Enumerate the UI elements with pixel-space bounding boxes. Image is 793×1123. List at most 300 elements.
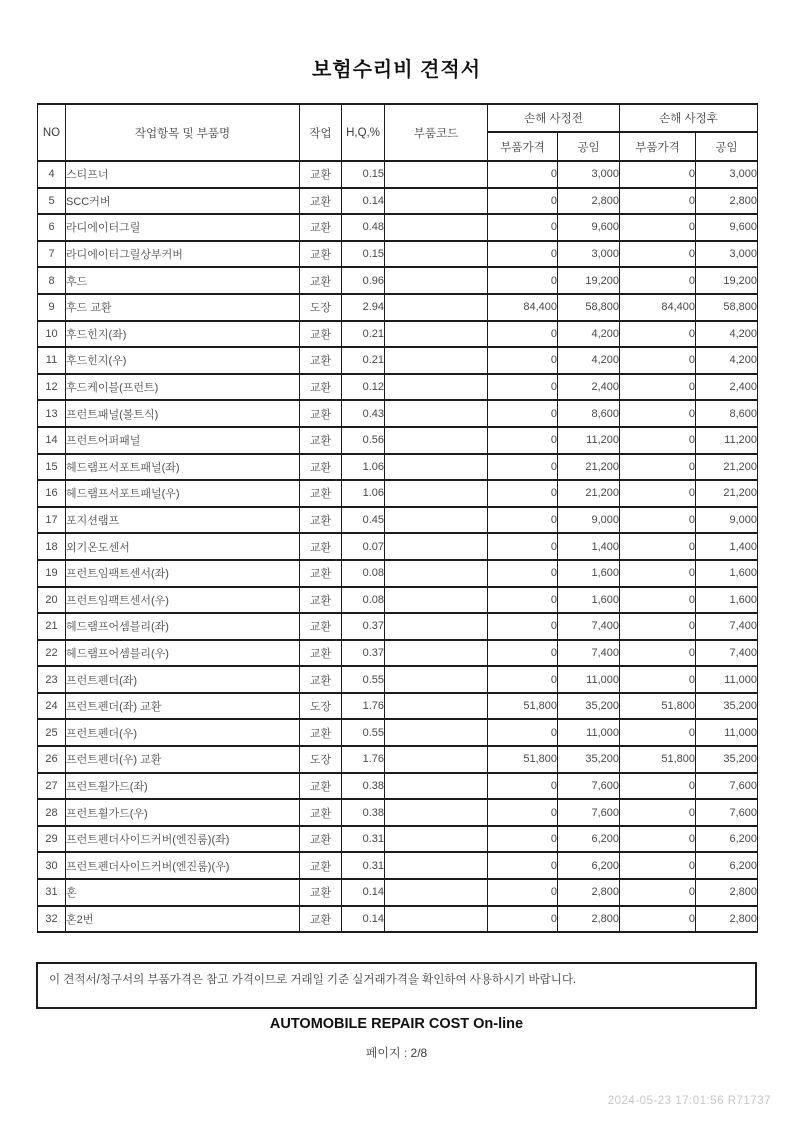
col-header-hq: H,Q,%	[342, 104, 385, 161]
cell-part-code	[385, 241, 488, 268]
cell-part-code	[385, 267, 488, 294]
cell-after-labor: 6,200	[696, 852, 758, 879]
cell-after-labor: 6,200	[696, 826, 758, 853]
cell-after-labor: 58,800	[696, 294, 758, 321]
cell-work: 교환	[300, 799, 342, 826]
cell-before-part-price: 0	[488, 640, 558, 667]
table-row	[38, 214, 758, 241]
col-header-work: 작업	[300, 104, 342, 161]
cell-item: 후드힌지(좌)	[66, 321, 300, 348]
cell-after-part-price: 0	[620, 879, 696, 906]
col-header-before-labor: 공임	[558, 132, 620, 161]
cell-item: 헤드램프어셈블리(좌)	[66, 613, 300, 640]
cell-before-part-price: 0	[488, 773, 558, 800]
table-row	[38, 533, 758, 560]
table-row	[38, 666, 758, 693]
cell-item: 프런트펜더(우)	[66, 719, 300, 746]
cell-no: 12	[38, 374, 66, 401]
cell-hq: 2.94	[342, 294, 385, 321]
cell-after-part-price: 0	[620, 427, 696, 454]
cell-hq: 0.07	[342, 533, 385, 560]
cell-hq: 0.08	[342, 560, 385, 587]
cell-after-part-price: 0	[620, 906, 696, 933]
cell-before-part-price: 0	[488, 879, 558, 906]
cell-after-part-price: 0	[620, 719, 696, 746]
cell-after-part-price: 0	[620, 241, 696, 268]
cell-part-code	[385, 161, 488, 188]
cell-no: 6	[38, 214, 66, 241]
cell-before-part-price: 51,800	[488, 693, 558, 720]
cell-hq: 1.76	[342, 746, 385, 773]
cell-item: 라디에이터그릴상부커버	[66, 241, 300, 268]
cell-no: 20	[38, 587, 66, 614]
cell-no: 26	[38, 746, 66, 773]
cell-before-labor: 35,200	[558, 746, 620, 773]
cell-work: 교환	[300, 161, 342, 188]
cell-item: 외기온도센서	[66, 533, 300, 560]
table-row	[38, 693, 758, 720]
cell-hq: 0.31	[342, 826, 385, 853]
cell-work: 교환	[300, 719, 342, 746]
cell-after-part-price: 0	[620, 533, 696, 560]
cell-before-part-price: 0	[488, 587, 558, 614]
cell-hq: 0.12	[342, 374, 385, 401]
cell-item: 프런트임팩트센서(좌)	[66, 560, 300, 587]
cell-no: 8	[38, 267, 66, 294]
col-header-before-part-price: 부품가격	[488, 132, 558, 161]
cell-no: 19	[38, 560, 66, 587]
cell-part-code	[385, 799, 488, 826]
cell-after-labor: 8,600	[696, 400, 758, 427]
table-row	[38, 374, 758, 401]
cell-before-labor: 35,200	[558, 693, 620, 720]
cell-no: 18	[38, 533, 66, 560]
cell-hq: 0.38	[342, 773, 385, 800]
cell-hq: 0.37	[342, 613, 385, 640]
cell-hq: 0.55	[342, 719, 385, 746]
col-header-after-part-price: 부품가격	[620, 132, 696, 161]
col-header-part-code: 부품코드	[385, 104, 488, 161]
cell-after-labor: 4,200	[696, 321, 758, 348]
cell-after-labor: 35,200	[696, 693, 758, 720]
cell-after-part-price: 0	[620, 400, 696, 427]
cell-part-code	[385, 879, 488, 906]
cell-part-code	[385, 480, 488, 507]
table-row	[38, 746, 758, 773]
cell-before-part-price: 0	[488, 719, 558, 746]
cell-work: 교환	[300, 267, 342, 294]
cell-before-labor: 7,600	[558, 799, 620, 826]
cell-item: SCC커버	[66, 188, 300, 215]
cell-part-code	[385, 773, 488, 800]
cell-work: 교환	[300, 852, 342, 879]
cell-part-code	[385, 719, 488, 746]
cell-after-labor: 3,000	[696, 241, 758, 268]
cell-no: 27	[38, 773, 66, 800]
table-row	[38, 507, 758, 534]
cell-item: 후드	[66, 267, 300, 294]
cell-after-labor: 9,600	[696, 214, 758, 241]
cell-work: 교환	[300, 533, 342, 560]
cell-before-labor: 3,000	[558, 161, 620, 188]
notice-text: 이 견적서/청구서의 부품가격은 참고 가격이므로 거래일 기준 실거래가격을 확인하여 사용하시기 바랍니다.	[49, 974, 577, 986]
cell-before-part-price: 84,400	[488, 294, 558, 321]
cell-part-code	[385, 906, 488, 933]
cell-before-labor: 3,000	[558, 241, 620, 268]
cell-before-labor: 1,600	[558, 560, 620, 587]
cell-after-labor: 11,000	[696, 719, 758, 746]
table-row	[38, 560, 758, 587]
cell-hq: 0.43	[342, 400, 385, 427]
cell-part-code	[385, 826, 488, 853]
cell-part-code	[385, 852, 488, 879]
cell-after-labor: 11,000	[696, 666, 758, 693]
cell-no: 5	[38, 188, 66, 215]
cell-part-code	[385, 666, 488, 693]
cell-part-code	[385, 347, 488, 374]
cell-after-labor: 4,200	[696, 347, 758, 374]
cell-hq: 0.14	[342, 879, 385, 906]
cell-work: 교환	[300, 879, 342, 906]
cell-item: 프런트패널(볼트식)	[66, 400, 300, 427]
cell-part-code	[385, 188, 488, 215]
cell-part-code	[385, 400, 488, 427]
header-row-1	[38, 104, 758, 132]
cell-after-part-price: 0	[620, 826, 696, 853]
table-row	[38, 879, 758, 906]
cell-after-labor: 7,400	[696, 613, 758, 640]
cell-hq: 0.14	[342, 188, 385, 215]
cell-after-part-price: 0	[620, 507, 696, 534]
cell-after-part-price: 0	[620, 267, 696, 294]
cell-after-part-price: 0	[620, 640, 696, 667]
cell-work: 교환	[300, 214, 342, 241]
estimate-table	[37, 103, 758, 933]
cell-work: 교환	[300, 773, 342, 800]
cell-before-labor: 2,800	[558, 906, 620, 933]
table-row	[38, 294, 758, 321]
cell-hq: 0.14	[342, 906, 385, 933]
cell-before-part-price: 0	[488, 906, 558, 933]
cell-before-part-price: 0	[488, 852, 558, 879]
cell-item: 포지션램프	[66, 507, 300, 534]
cell-after-part-price: 0	[620, 188, 696, 215]
cell-work: 교환	[300, 826, 342, 853]
table-row	[38, 852, 758, 879]
cell-after-labor: 21,200	[696, 454, 758, 481]
cell-no: 9	[38, 294, 66, 321]
notice-box	[36, 962, 757, 1009]
cell-work: 교환	[300, 640, 342, 667]
cell-before-part-price: 0	[488, 347, 558, 374]
cell-before-part-price: 0	[488, 454, 558, 481]
table-row	[38, 587, 758, 614]
cell-after-labor: 3,000	[696, 161, 758, 188]
cell-before-part-price: 0	[488, 241, 558, 268]
cell-before-labor: 1,400	[558, 533, 620, 560]
cell-hq: 0.37	[342, 640, 385, 667]
cell-item: 프런트임팩트센서(우)	[66, 587, 300, 614]
cell-no: 4	[38, 161, 66, 188]
cell-before-part-price: 0	[488, 613, 558, 640]
cell-before-labor: 4,200	[558, 321, 620, 348]
cell-item: 프런트펜더사이드커버(엔진룸)(좌)	[66, 826, 300, 853]
cell-after-labor: 2,800	[696, 906, 758, 933]
cell-before-labor: 58,800	[558, 294, 620, 321]
cell-before-part-price: 0	[488, 267, 558, 294]
cell-part-code	[385, 587, 488, 614]
cell-after-part-price: 51,800	[620, 746, 696, 773]
cell-work: 교환	[300, 613, 342, 640]
timestamp-watermark: 2024-05-23 17:01:56 R71737	[607, 1095, 771, 1107]
cell-after-labor: 35,200	[696, 746, 758, 773]
cell-work: 교환	[300, 507, 342, 534]
cell-before-part-price: 0	[488, 799, 558, 826]
cell-item: 프런트펜더(좌) 교환	[66, 693, 300, 720]
cell-hq: 0.38	[342, 799, 385, 826]
cell-no: 17	[38, 507, 66, 534]
table-row	[38, 613, 758, 640]
cell-after-part-price: 0	[620, 587, 696, 614]
col-group-after: 손해 사정후	[620, 104, 758, 132]
cell-item: 헤드램프서포트패널(좌)	[66, 454, 300, 481]
cell-item: 후드힌지(우)	[66, 347, 300, 374]
col-group-before: 손해 사정전	[488, 104, 620, 132]
cell-no: 25	[38, 719, 66, 746]
cell-item: 프런트휠가드(좌)	[66, 773, 300, 800]
cell-before-labor: 9,600	[558, 214, 620, 241]
cell-before-labor: 21,200	[558, 480, 620, 507]
cell-work: 교환	[300, 241, 342, 268]
cell-after-labor: 7,600	[696, 799, 758, 826]
cell-before-labor: 11,200	[558, 427, 620, 454]
cell-before-part-price: 0	[488, 666, 558, 693]
cell-after-part-price: 0	[620, 799, 696, 826]
cell-before-part-price: 0	[488, 826, 558, 853]
cell-after-part-price: 0	[620, 666, 696, 693]
cell-before-labor: 2,800	[558, 879, 620, 906]
cell-before-labor: 11,000	[558, 719, 620, 746]
cell-before-labor: 2,400	[558, 374, 620, 401]
table-row	[38, 400, 758, 427]
cell-after-labor: 2,800	[696, 188, 758, 215]
cell-work: 교환	[300, 374, 342, 401]
cell-before-part-price: 0	[488, 560, 558, 587]
cell-after-labor: 11,200	[696, 427, 758, 454]
cell-item: 스티프너	[66, 161, 300, 188]
table-row	[38, 267, 758, 294]
cell-after-part-price: 0	[620, 454, 696, 481]
cell-work: 도장	[300, 746, 342, 773]
cell-no: 11	[38, 347, 66, 374]
cell-work: 도장	[300, 693, 342, 720]
cell-before-part-price: 0	[488, 321, 558, 348]
cell-after-part-price: 0	[620, 347, 696, 374]
cell-hq: 0.31	[342, 852, 385, 879]
cell-work: 교환	[300, 666, 342, 693]
cell-after-part-price: 0	[620, 852, 696, 879]
cell-before-labor: 4,200	[558, 347, 620, 374]
cell-hq: 0.45	[342, 507, 385, 534]
col-header-after-labor: 공임	[696, 132, 758, 161]
cell-after-labor: 19,200	[696, 267, 758, 294]
cell-part-code	[385, 374, 488, 401]
cell-work: 교환	[300, 188, 342, 215]
cell-item: 프런트펜더사이드커버(엔진룸)(우)	[66, 852, 300, 879]
cell-before-labor: 6,200	[558, 826, 620, 853]
cell-hq: 1.76	[342, 693, 385, 720]
cell-work: 교환	[300, 480, 342, 507]
page-title: 보험수리비 견적서	[311, 59, 482, 81]
table-row	[38, 347, 758, 374]
cell-no: 29	[38, 826, 66, 853]
cell-item: 후드 교환	[66, 294, 300, 321]
cell-part-code	[385, 746, 488, 773]
table-row	[38, 241, 758, 268]
cell-before-part-price: 51,800	[488, 746, 558, 773]
cell-after-part-price: 0	[620, 321, 696, 348]
cell-hq: 1.06	[342, 480, 385, 507]
cell-hq: 0.08	[342, 587, 385, 614]
cell-before-part-price: 0	[488, 188, 558, 215]
cell-hq: 0.15	[342, 241, 385, 268]
cell-part-code	[385, 454, 488, 481]
cell-before-part-price: 0	[488, 161, 558, 188]
cell-after-labor: 1,600	[696, 560, 758, 587]
cell-after-labor: 1,600	[696, 587, 758, 614]
cell-part-code	[385, 640, 488, 667]
cell-before-part-price: 0	[488, 533, 558, 560]
cell-after-part-price: 84,400	[620, 294, 696, 321]
cell-before-labor: 9,000	[558, 507, 620, 534]
cell-after-labor: 2,800	[696, 879, 758, 906]
cell-after-part-price: 0	[620, 214, 696, 241]
col-header-no: NO	[38, 104, 66, 161]
cell-no: 15	[38, 454, 66, 481]
cell-after-labor: 1,400	[696, 533, 758, 560]
cell-part-code	[385, 613, 488, 640]
cell-before-labor: 7,400	[558, 640, 620, 667]
cell-item: 혼	[66, 879, 300, 906]
cell-work: 교환	[300, 560, 342, 587]
table-row	[38, 826, 758, 853]
cell-no: 22	[38, 640, 66, 667]
cell-after-part-price: 51,800	[620, 693, 696, 720]
table-row	[38, 321, 758, 348]
cell-no: 32	[38, 906, 66, 933]
cell-no: 10	[38, 321, 66, 348]
cell-part-code	[385, 321, 488, 348]
cell-after-labor: 7,600	[696, 773, 758, 800]
table-row	[38, 480, 758, 507]
cell-item: 혼2번	[66, 906, 300, 933]
cell-no: 24	[38, 693, 66, 720]
cell-before-labor: 7,400	[558, 613, 620, 640]
cell-work: 교환	[300, 400, 342, 427]
cell-before-part-price: 0	[488, 400, 558, 427]
cell-no: 28	[38, 799, 66, 826]
cell-item: 프런트휠가드(우)	[66, 799, 300, 826]
cell-item: 헤드램프어셈블리(우)	[66, 640, 300, 667]
cell-no: 21	[38, 613, 66, 640]
cell-item: 프런트펜더(좌)	[66, 666, 300, 693]
cell-before-labor: 21,200	[558, 454, 620, 481]
table-row	[38, 161, 758, 188]
cell-after-labor: 7,400	[696, 640, 758, 667]
cell-before-labor: 7,600	[558, 773, 620, 800]
table-row	[38, 906, 758, 933]
cell-before-labor: 6,200	[558, 852, 620, 879]
cell-work: 교환	[300, 321, 342, 348]
cell-no: 7	[38, 241, 66, 268]
cell-hq: 0.21	[342, 321, 385, 348]
cell-hq: 0.56	[342, 427, 385, 454]
cell-part-code	[385, 214, 488, 241]
cell-after-labor: 2,400	[696, 374, 758, 401]
table-row	[38, 454, 758, 481]
cell-work: 교환	[300, 587, 342, 614]
cell-after-part-price: 0	[620, 773, 696, 800]
cell-part-code	[385, 294, 488, 321]
cell-item: 프런트어퍼패널	[66, 427, 300, 454]
cell-before-labor: 11,000	[558, 666, 620, 693]
cell-work: 교환	[300, 347, 342, 374]
table-row	[38, 799, 758, 826]
cell-item: 후드케이블(프런트)	[66, 374, 300, 401]
cell-item: 라디에이터그릴	[66, 214, 300, 241]
cell-before-part-price: 0	[488, 427, 558, 454]
cell-before-part-price: 0	[488, 480, 558, 507]
cell-no: 30	[38, 852, 66, 879]
cell-hq: 0.15	[342, 161, 385, 188]
cell-after-part-price: 0	[620, 613, 696, 640]
cell-before-labor: 1,600	[558, 587, 620, 614]
cell-after-part-price: 0	[620, 480, 696, 507]
cell-hq: 0.48	[342, 214, 385, 241]
cell-after-part-price: 0	[620, 374, 696, 401]
cell-after-part-price: 0	[620, 560, 696, 587]
cell-no: 31	[38, 879, 66, 906]
cell-before-part-price: 0	[488, 374, 558, 401]
cell-before-labor: 8,600	[558, 400, 620, 427]
cell-hq: 1.06	[342, 454, 385, 481]
table-row	[38, 188, 758, 215]
cell-part-code	[385, 507, 488, 534]
footer-brand: AUTOMOBILE REPAIR COST On-line	[269, 1016, 524, 1032]
table-row	[38, 773, 758, 800]
footer-page-number: 페이지 : 2/8	[365, 1046, 428, 1060]
cell-no: 16	[38, 480, 66, 507]
cell-part-code	[385, 560, 488, 587]
cell-no: 23	[38, 666, 66, 693]
cell-hq: 0.55	[342, 666, 385, 693]
cell-no: 14	[38, 427, 66, 454]
cell-work: 교환	[300, 454, 342, 481]
cell-item: 헤드램프서포트패널(우)	[66, 480, 300, 507]
cell-part-code	[385, 427, 488, 454]
cell-before-labor: 19,200	[558, 267, 620, 294]
col-header-item: 작업항목 및 부품명	[66, 104, 300, 161]
cell-part-code	[385, 693, 488, 720]
cell-work: 교환	[300, 427, 342, 454]
cell-no: 13	[38, 400, 66, 427]
cell-before-labor: 2,800	[558, 188, 620, 215]
cell-after-part-price: 0	[620, 161, 696, 188]
table-row	[38, 640, 758, 667]
cell-after-labor: 21,200	[696, 480, 758, 507]
cell-work: 도장	[300, 294, 342, 321]
cell-before-part-price: 0	[488, 507, 558, 534]
